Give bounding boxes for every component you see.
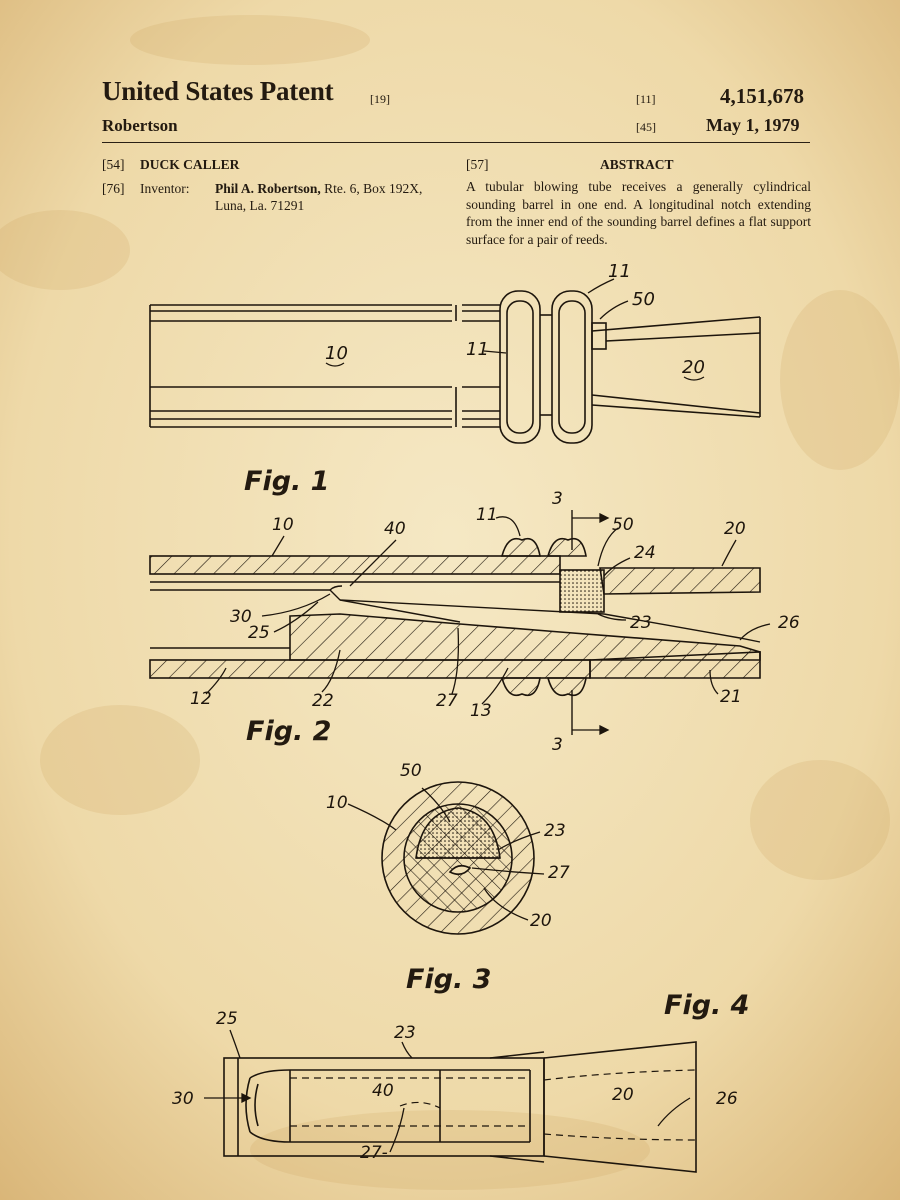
fig4-label-flat: 23 [394, 1023, 416, 1043]
fig3-label-tube: 10 [326, 793, 348, 813]
inventor-label: Inventor: [140, 181, 190, 196]
fig3-caption: Fig. 3 [406, 964, 492, 995]
fig2-label-reed: 40 [384, 519, 406, 539]
fig2-label-bore: 26 [778, 613, 800, 633]
fig1-label-ring-top: 11 [608, 261, 631, 282]
inventor-address-1: Rte. 6, Box 192X, [324, 181, 423, 196]
figure-4-drawing [150, 1000, 770, 1190]
fig2-caption: Fig. 2 [246, 716, 332, 747]
fig4-label-bore: 26 [716, 1089, 738, 1109]
fig2-label-barrel: 20 [724, 519, 746, 539]
fig3-label-flat: 23 [544, 821, 566, 841]
date-code: [45] [636, 120, 656, 134]
fig2-label-ring: 11 [476, 505, 498, 525]
fig1-label-barrel: 20 [682, 357, 705, 378]
figure-1-drawing [0, 255, 900, 505]
fig1-label-tube: 10 [325, 343, 348, 364]
figure-3-drawing [300, 760, 600, 950]
fig2-label-section-top: 3 [552, 490, 563, 509]
header-rule [102, 142, 810, 143]
fig4-label-barrel: 20 [612, 1085, 634, 1105]
fig2-label-ring-lower: 13 [470, 701, 492, 721]
figure-2-drawing [0, 490, 900, 750]
title-code: [19] [370, 92, 390, 106]
fig2-label-end: 21 [720, 687, 742, 707]
inventor-name: Phil A. Robertson, [215, 181, 321, 196]
inventor-surname: Robertson [102, 116, 178, 135]
patent-number: 4,151,678 [720, 84, 804, 108]
fig1-label-ring-side: 11 [466, 339, 489, 360]
fig2-label-notch: 50 [612, 515, 634, 535]
fig4-label-channel: 27- [360, 1143, 388, 1163]
abstract-code: [57] [466, 157, 489, 172]
fig4-label-reed: 40 [372, 1081, 394, 1101]
fig4-caption: Fig. 4 [664, 990, 750, 1021]
fig2-label-surface: 24 [634, 543, 656, 563]
fig1-label-notch: 50 [632, 289, 655, 310]
fig4-label-step: 25 [216, 1009, 238, 1029]
patent-title: United States Patent [102, 76, 334, 106]
title-field-code: [54] [102, 157, 125, 172]
abstract-heading: ABSTRACT [600, 157, 674, 172]
inventor-field-code: [76] [102, 181, 125, 196]
fig2-label-flat: 23 [630, 613, 652, 633]
fig2-label-section-bottom: 3 [552, 735, 563, 750]
fig3-label-notch: 50 [400, 761, 422, 781]
inventor-address-2: Luna, La. 71291 [215, 198, 305, 213]
patent-date: May 1, 1979 [706, 115, 800, 135]
fig2-label-barrel-body: 22 [312, 691, 334, 711]
fig3-label-channel: 27 [548, 863, 570, 883]
abstract-text: A tubular blowing tube receives a generally cylindrical sounding barrel in one end. A longitudinal notch extending from the inner end of the sounding barrel defines a flat support surface for a pair of reeds. [466, 179, 811, 247]
fig3-label-barrel: 20 [530, 911, 552, 931]
fig2-label-channel: 27 [436, 691, 458, 711]
fig2-label-reed-end: 30 [230, 607, 252, 627]
invention-title: DUCK CALLER [140, 157, 240, 172]
fig2-label-tube: 10 [272, 515, 294, 535]
inventor-line-1 [215, 180, 422, 197]
number-code: [11] [636, 92, 656, 106]
fig2-label-step: 25 [248, 623, 270, 643]
fig2-label-wall: 12 [190, 689, 212, 709]
fig1-caption: Fig. 1 [244, 466, 330, 497]
fig4-label-reed-end: 30 [172, 1089, 194, 1109]
